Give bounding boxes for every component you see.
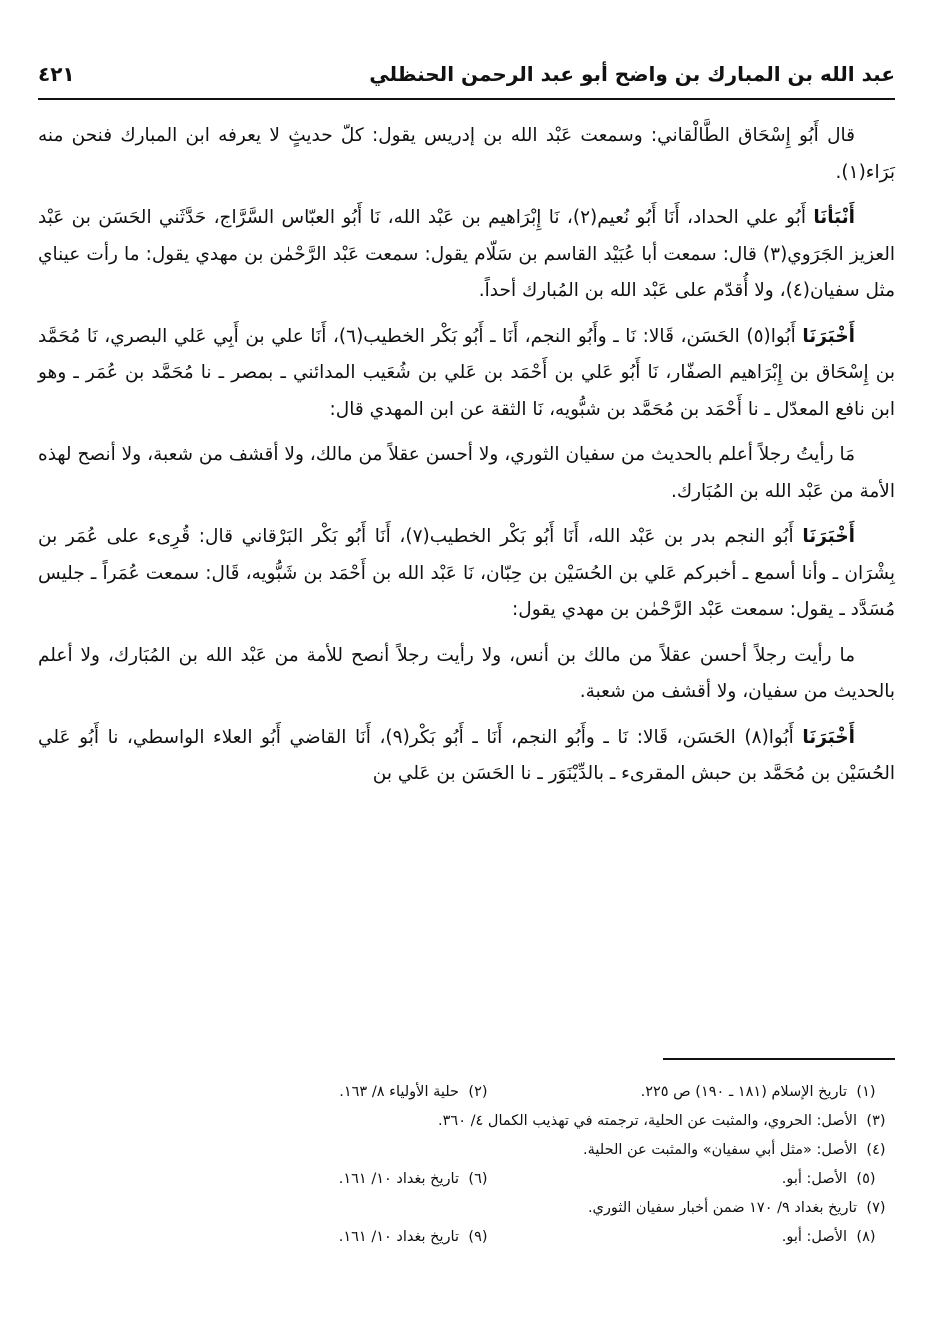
footnote-number: (٤) <box>866 1142 886 1158</box>
footnote-text: تاريخ بغداد ١٠/ ١٦١. <box>338 1229 459 1245</box>
footnote <box>339 1223 497 1252</box>
paragraph <box>38 519 895 629</box>
footnote <box>497 1078 895 1107</box>
footnote <box>588 1194 895 1223</box>
lead-word: أَخْبَرَنَا <box>802 726 855 748</box>
footnote-text: الأصل: «مثل أبي سفيان» والمثبت عن الحلية. <box>583 1142 857 1158</box>
paragraph-text: مَا رأيتُ رجلاً أعلم بالحديث من سفيان الثوري، ولا أحسن عقلاً من مالك، ولا أقشف من شعبة، ولا أنصح لهذه الأمة من عَبْد الله بن المُبَارك. <box>38 444 895 502</box>
footnote <box>497 1165 895 1194</box>
footnote-number: (٦) <box>468 1171 488 1187</box>
footnote-text: تاريخ بغداد ١٠/ ١٦١. <box>338 1171 459 1187</box>
footnote <box>339 1165 497 1194</box>
footnote-row <box>38 1136 895 1165</box>
footnote-text: الأصل: الحروي، والمثبت عن الحلية، ترجمته في تهذيب الكمال ٤/ ٣٦٠. <box>438 1113 857 1129</box>
paragraph <box>38 638 895 711</box>
paragraph-text: أَبُو النجم بدر بن عَبْد الله، أَنَا أَبُو بَكْر الخطيب(٧)، أَنَا أَبُو بَكْر البَرْقاني قال: قُرِىء على عُمَر بن بِشْرَان ـ وأنا أسمع ـ أخبركم عَلي بن الحُسَيْن بن حِبّان، نَا عَبْد الله بن أَحْمَد بن شَبُّويه، قَال: سمعت عُمَراً ـ جليس مُسَدَّد ـ يقول: سمعت عَبْد الرَّحْمٰن بن مهدي يقول: <box>38 526 895 620</box>
paragraph <box>38 200 895 310</box>
paragraph-text: أَبُو علي الحداد، أَنَا أَبُو نُعيم(٢)، نَا إِبْرَاهيم بن عَبْد الله، نَا أَبُو العبّاس السَّرَّاج، حَدَّثَني الحَسَن بن عَبْد العزيز الجَرَوي(٣) قال: سمعت أبا عُبَيْد القاسم بن سَلّام يقول: سمعت عَبْد الرَّحْمٰن بن مهدي يقول: ما رأت عيناي مثل سفيان(٤)، ولا أُقدّم على عَبْد الله بن المُبارك أحداً. <box>38 207 895 301</box>
footnote-row <box>38 1107 895 1136</box>
footnote <box>497 1223 895 1252</box>
footnote-number: (٩) <box>468 1229 488 1245</box>
footnote-number: (١) <box>856 1084 876 1100</box>
paragraph <box>38 118 895 191</box>
footnote-text: الأصل: أبو. <box>781 1171 847 1187</box>
footnote-number: (٧) <box>866 1200 886 1216</box>
page-number: ٤٢١ <box>38 62 75 86</box>
footnote-number: (٣) <box>866 1113 886 1129</box>
footnote-text: تاريخ بغداد ٩/ ١٧٠ ضمن أخبار سفيان الثوري. <box>587 1200 857 1216</box>
footnote-row <box>38 1165 895 1194</box>
footnote <box>583 1136 895 1165</box>
footnote <box>339 1078 497 1107</box>
paragraph <box>38 720 895 793</box>
footnotes <box>38 1078 895 1252</box>
footnote-separator <box>663 1058 895 1060</box>
footnote-number: (٨) <box>856 1229 876 1245</box>
running-header <box>38 52 895 100</box>
paragraph <box>38 319 895 429</box>
footnote <box>438 1107 895 1136</box>
footnote-row <box>38 1194 895 1223</box>
lead-word: أَنْبَأنَا <box>813 207 855 228</box>
lead-word: أَخْبَرَنَا <box>802 325 855 347</box>
paragraph <box>38 437 895 510</box>
main-text <box>38 118 895 802</box>
paragraph-text: أَبُوا(٥) الحَسَن، قَالا: نَا ـ وأَبُو النجم، أَنَا ـ أَبُو بَكْر الخطيب(٦)، أَنَا علي بن أَبِي عَلي البصري، نَا مُحَمَّد بن إِسْحَاق بن إِبْرَاهيم الصفّار، نَا أَبُو عَلي بن أَحْمَد بن عَلي بن شُعَيب المدائني ـ بمصر ـ نا مُحَمَّد بن عُمَر ـ وهو ابن نافع المعدّل ـ نا أَحْمَد بن مُحَمَّد بن شبُّويه، نَا الثقة عن ابن المهدي قال: <box>38 325 895 420</box>
paragraph-text: قال أَبُو إِسْحَاق الطَّالْقاني: وسمعت عَبْد الله بن إدريس يقول: كلّ حديثٍ لا يعرفه ابن المبارك فنحن منه بَرَاء(١). <box>38 125 895 183</box>
paragraph-text: ما رأيت رجلاً أحسن عقلاً من مالك بن أنس، ولا رأيت رجلاً أنصح للأمة من عَبْد الله بن المُبَارك، ولا أعلم بالحديث من سفيان، ولا أقشف من شعبة. <box>38 644 895 702</box>
footnote-text: الأصل: أبو. <box>781 1229 847 1245</box>
footnote-text: حلية الأولياء ٨/ ١٦٣. <box>339 1084 459 1100</box>
paragraph-text: أَبُوا(٨) الحَسَن، قَالا: نَا ـ وأَبُو النجم، أَنَا ـ أَبُو بَكْر(٩)، أَنَا القاضي أَبُو العلاء الواسطي، نا أَبُو عَلي الحُسَيْن بن مُحَمَّد بن حبش المقرىء ـ بالدِّيْنَوَر ـ نا الحَسَن بن عَلي بن <box>38 726 895 784</box>
lead-word: أَخْبَرَنَا <box>802 526 855 547</box>
footnote-row <box>38 1078 895 1107</box>
footnote-text: تاريخ الإسلام (١٨١ ـ ١٩٠) ص ٢٢٥. <box>640 1084 847 1100</box>
footnote-number: (٢) <box>468 1084 488 1100</box>
footnote-number: (٥) <box>856 1171 876 1187</box>
running-title: عبد الله بن المبارك بن واضح أبو عبد الرحمن الحنظلي <box>369 62 895 86</box>
footnote-row <box>38 1223 895 1252</box>
